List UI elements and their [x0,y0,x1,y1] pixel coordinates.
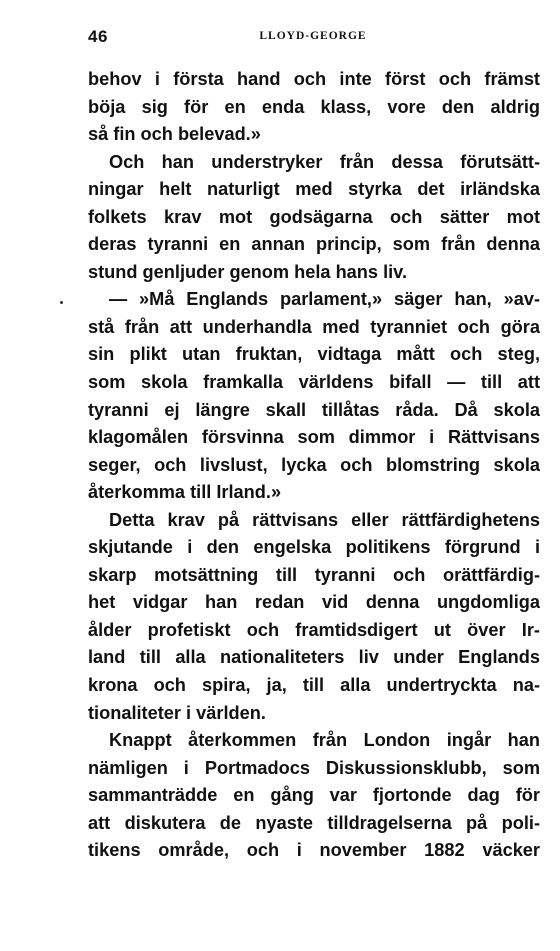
text-line: som skola framkalla världens bifall — till att [88,372,540,393]
text-line: tionaliteter i världen. [88,702,266,723]
text-line: krona och spira, ja, till alla undertryckta na- [88,675,540,696]
text-line: ningar helt naturligt med styrka det irländska [88,179,540,200]
text-line: skarp motsättning till tyranni och orättfärdig- [88,564,540,585]
text-line: Och han understryker från dessa förutsätt- [109,151,540,172]
text-line: att diskutera de nyaste tilldragelserna på poli- [88,812,540,833]
text-line: skjutande i den engelska politikens förgrund i [88,537,540,558]
text-line: stund genljuder genom hela hans liv. [88,261,407,282]
page-number: 46 [88,27,108,46]
text-line: nämligen i Portmadocs Diskussionsklubb, som [88,757,540,778]
text-line: Detta krav på rättvisans eller rättfärdighetens [109,509,540,530]
running-head: LLOYD-GEORGE [259,30,367,42]
text-line: tikens område, och i november 1882 väcker [88,840,540,861]
text-line: klagomålen försvinna som dimmor i Rättvisans [88,427,540,448]
text-line: Knappt återkommen från London ingår han [109,730,540,751]
text-line: så fin och belevad.» [88,124,261,145]
text-line: stå från att underhandla med tyranniet och göra [88,316,540,337]
text-line: het vidgar han redan vid denna ungdomliga [88,592,540,613]
text-line: sammanträdde en gång var fjortonde dag för [88,785,540,806]
text-line: sin plikt utan fruktan, vidtaga mått och steg, [88,344,540,365]
page-header [88,27,538,51]
text-line: återkomma till Irland.» [88,482,282,503]
text-line: folkets krav mot godsägarna och sätter mot [88,206,540,227]
body-text [88,66,540,865]
text-line: behov i första hand och inte först och främst [88,69,540,89]
text-line: — »Må Englands parlament,» säger han, »av- [109,289,540,310]
text-line: land till alla nationaliteters liv under Englands [88,647,540,668]
text-line: ålder profetiskt och framtidsdigert ut över Ir- [88,619,540,640]
text-line: seger, och livslust, lycka och blomstring skola [88,454,540,475]
text-line: tyranni ej längre skall tillåtas råda. Då skola [88,399,540,420]
margin-mark [60,301,63,304]
text-line: böja sig för en enda klass, vore den aldrig [88,96,540,117]
text-line: deras tyranni en annan princip, som från denna [88,234,540,255]
